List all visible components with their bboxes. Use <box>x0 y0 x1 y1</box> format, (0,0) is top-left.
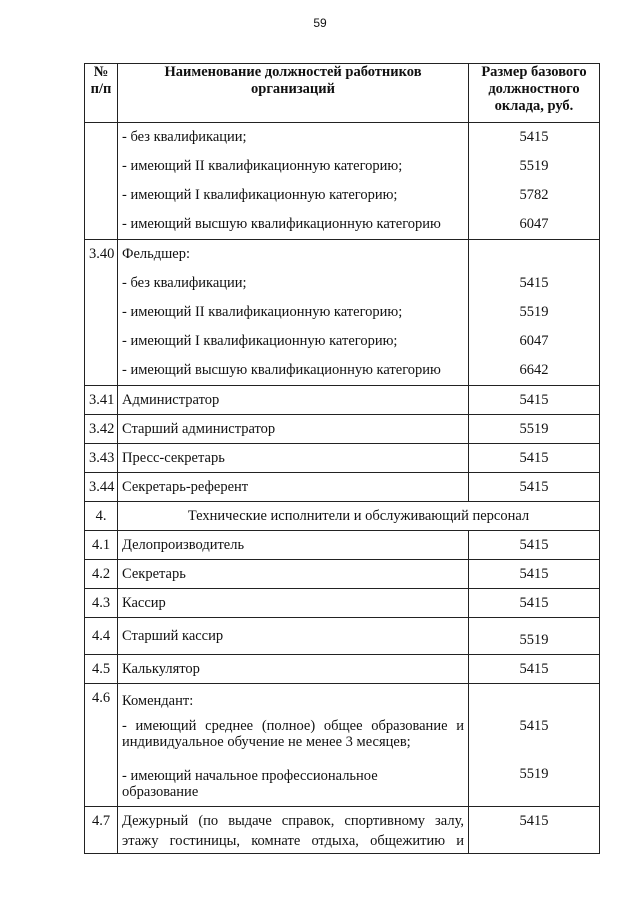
row-number: 3.43 <box>85 444 118 473</box>
row-value <box>469 684 600 807</box>
header-number: № п/п <box>85 64 118 123</box>
list-item-line: образование <box>122 784 199 800</box>
list-item: - имеющий высшую квалификационную категорию <box>122 362 441 378</box>
section-title: Технические исполнители и обслуживающий персонал <box>118 502 600 531</box>
row-value: 5415 <box>469 473 600 502</box>
list-item: - без квалификации; <box>122 129 247 145</box>
row-value: 5415 <box>469 560 600 589</box>
row-label: Секретарь <box>118 560 469 589</box>
row-title: Комендант: <box>122 692 194 709</box>
row-number: 3.40 <box>85 240 118 386</box>
row-label: Администратор <box>118 386 469 415</box>
row-value: 5519 <box>469 415 600 444</box>
row-number: 4.7 <box>85 807 118 854</box>
table-row <box>85 123 600 240</box>
salary-value: 6047 <box>519 216 549 232</box>
table-row <box>85 618 600 655</box>
table-header-row <box>85 64 600 123</box>
list-item-line: этажу гостиницы, комнате отдыха, общежитию и <box>122 833 464 849</box>
row-value: 5519 <box>469 618 600 655</box>
row-number: 3.44 <box>85 473 118 502</box>
list-item: - без квалификации; <box>122 275 247 291</box>
salary-value: 5415 <box>519 129 549 145</box>
list-item: - имеющий высшую квалификационную категорию <box>122 216 441 232</box>
row-number: 4.2 <box>85 560 118 589</box>
page-number: 59 <box>313 16 327 30</box>
row-number: 4.4 <box>85 618 118 655</box>
row-number: 3.42 <box>85 415 118 444</box>
row-value: 5415 <box>469 807 600 854</box>
row-number <box>85 123 118 240</box>
table-row <box>85 589 600 618</box>
salary-value: 6047 <box>519 333 549 349</box>
row-label <box>118 684 469 807</box>
table-row <box>85 807 600 854</box>
list-item-line: - имеющий начальное профессиональное <box>122 768 378 784</box>
table-row <box>85 386 600 415</box>
section-number: 4. <box>85 502 118 531</box>
list-item: - имеющий I квалификационную категорию; <box>122 333 398 349</box>
row-value <box>469 123 600 240</box>
row-number: 4.1 <box>85 531 118 560</box>
list-item-line: индивидуальное обучение не менее 3 месяцев; <box>122 734 411 750</box>
row-label: Пресс-секретарь <box>118 444 469 473</box>
table-row <box>85 415 600 444</box>
table-row <box>85 531 600 560</box>
salary-value: 5415 <box>519 275 549 291</box>
table-row <box>85 240 600 386</box>
table-row <box>85 444 600 473</box>
table-row <box>85 473 600 502</box>
salary-value: 5519 <box>519 766 549 782</box>
section-row <box>85 502 600 531</box>
list-item: - имеющий II квалификационную категорию; <box>122 158 403 174</box>
salary-value-empty <box>473 688 595 718</box>
row-value: 5415 <box>469 531 600 560</box>
row-value: 5415 <box>469 655 600 684</box>
salary-value: 5782 <box>519 187 549 203</box>
table-row <box>85 684 600 807</box>
salary-value: 5415 <box>519 718 549 734</box>
row-number: 4.3 <box>85 589 118 618</box>
row-title: Фельдшер: <box>122 246 190 262</box>
table-row <box>85 655 600 684</box>
row-label: Старший администратор <box>118 415 469 444</box>
table-row <box>85 560 600 589</box>
list-item: - имеющий I квалификационную категорию; <box>122 187 398 203</box>
salary-table <box>84 63 600 854</box>
row-value <box>469 240 600 386</box>
row-label: Калькулятор <box>118 655 469 684</box>
salary-value: 5519 <box>519 304 549 320</box>
row-label: Секретарь-референт <box>118 473 469 502</box>
row-label <box>118 807 469 854</box>
row-label: Делопроизводитель <box>118 531 469 560</box>
salary-value: 6642 <box>519 362 549 378</box>
row-number: 4.5 <box>85 655 118 684</box>
row-number: 4.6 <box>85 684 118 807</box>
row-number: 3.41 <box>85 386 118 415</box>
row-value: 5415 <box>469 444 600 473</box>
row-value: 5415 <box>469 589 600 618</box>
list-item-line: - имеющий среднее (полное) общее образование и <box>122 718 464 734</box>
row-label: Старший кассир <box>118 618 469 655</box>
row-label <box>118 240 469 386</box>
salary-value: 5519 <box>519 158 549 174</box>
list-item: - имеющий II квалификационную категорию; <box>122 304 403 320</box>
header-name: Наименование должностей работников организаций <box>118 64 469 123</box>
row-label <box>118 123 469 240</box>
list-item-line: Дежурный (по выдаче справок, спортивному залу, <box>122 813 464 829</box>
row-value: 5415 <box>469 386 600 415</box>
row-label: Кассир <box>118 589 469 618</box>
header-salary: Размер базового должностного оклада, руб. <box>469 64 600 123</box>
salary-value-empty <box>473 240 595 269</box>
